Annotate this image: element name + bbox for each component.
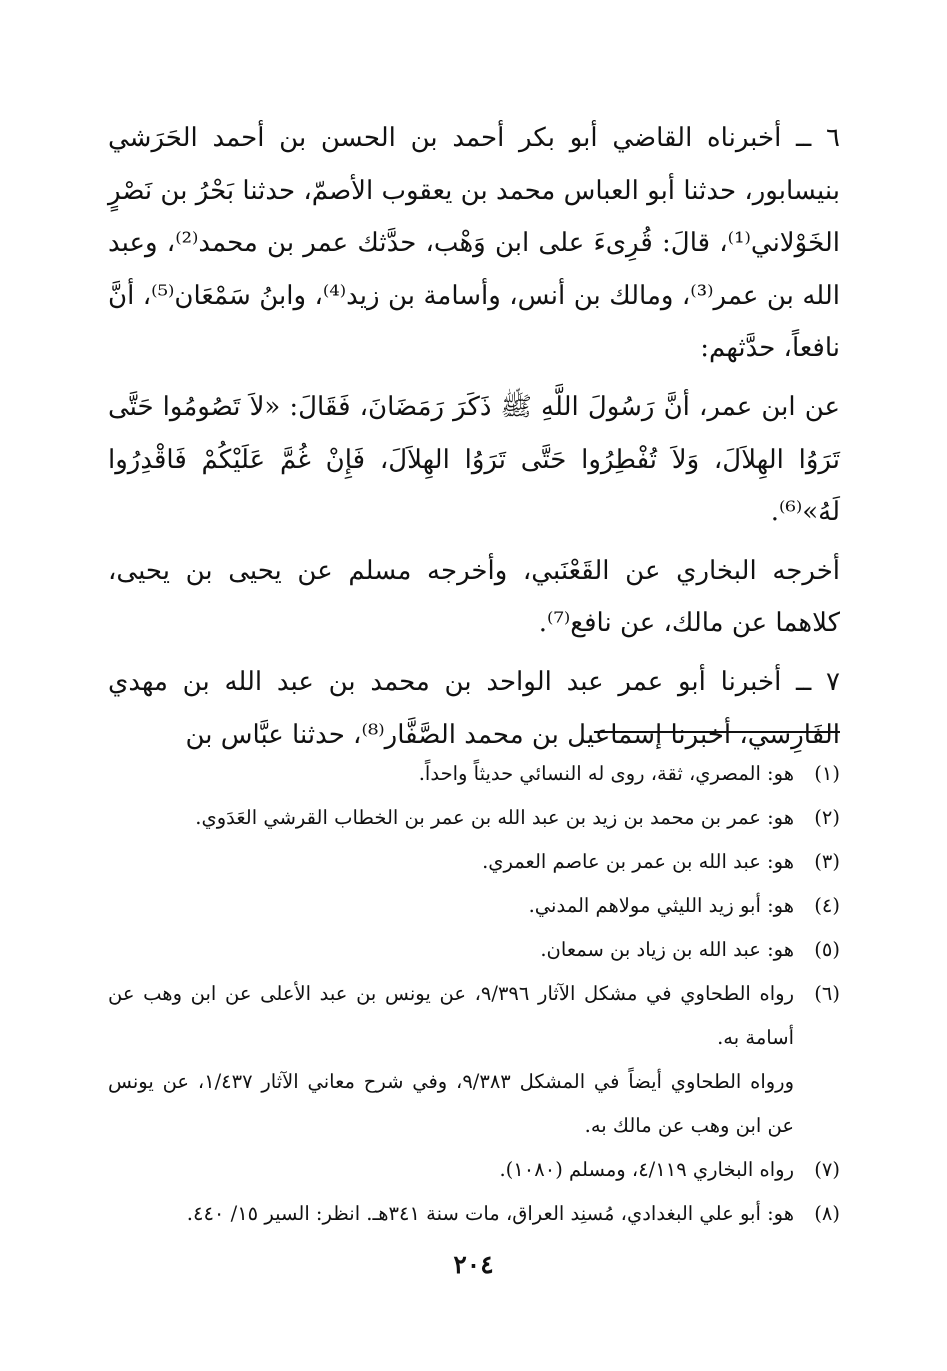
footnotes — [108, 752, 840, 1236]
footnote-5 — [108, 928, 840, 972]
footnote-number: (٥) — [814, 938, 840, 961]
footnote-text: رواه البخاري ٤/١١٩، ومسلم (١٠٨٠). — [499, 1158, 794, 1181]
footnote-text: رواه الطحاوي في مشكل الآثار ٩/٣٩٦، عن يونس بن عبد الأعلى عن ابن وهب عن أسامة به. — [108, 982, 794, 1049]
footnote-text: هو: عبد الله بن زياد بن سمعان. — [540, 938, 794, 961]
footnote-number: (٦) — [814, 982, 840, 1005]
footnote-6-continuation: ورواه الطحاوي أيضاً في المشكل ٩/٣٨٣، وفي شرح معاني الآثار ١/٤٣٧، عن يونس عن ابن وهب عن مالك به. — [108, 1070, 794, 1137]
footnote-1 — [108, 752, 840, 796]
footnote-text: هو: أبو زيد الليثي مولاهم المدني. — [528, 894, 794, 917]
footnote-text: هو: عبد الله بن عمر بن عاصم العمري. — [482, 850, 794, 873]
footnote-text: هو: أبو علي البغدادي، مُسنِد العراق، مات سنة ٣٤١هـ. انظر: السير ١٥/ ٤٤٠. — [186, 1202, 794, 1225]
footnote-number: (٢) — [814, 806, 840, 829]
hadith-7-isnad: ٧ ــ أخبرنا أبو عمر عبد الواحد بن محمد بن عبد الله بن مهدي الفَارِسي، أخبرنا إسماعيل بن محمد الصَّفَّار⁽⁸⁾، حدثنا عبَّاس بن — [108, 666, 840, 750]
footnote-4 — [108, 884, 840, 928]
footnote-number: (١) — [814, 762, 840, 785]
footnote-number: (٤) — [814, 894, 840, 917]
footnote-7 — [108, 1148, 840, 1192]
footnote-separator — [594, 731, 840, 733]
footnote-text: هو: عمر بن محمد بن زيد بن عبد الله بن عمر بن الخطاب القرشي العَدَوي. — [195, 806, 794, 829]
main-text — [108, 112, 840, 767]
hadith-6-matn: عن ابن عمر، أنَّ رَسُولَ اللَّهِ ﷺ ذَكَرَ رَمَضَانَ، فَقَالَ: «لاَ تَصُومُوا حَتَّى تَرَوُا الهِلاَلَ، وَلاَ تُفْطِرُوا حَتَّى تَرَوُا الهِلاَلَ، فَإِنْ غُمَّ عَلَيْكُمْ فَاقْدِرُوا لَهُ»⁽⁶⁾. — [108, 391, 840, 528]
footnote-6 — [108, 972, 840, 1060]
footnote-number: (٨) — [814, 1202, 840, 1225]
footnote-number: (٧) — [814, 1158, 840, 1181]
footnote-3 — [108, 840, 840, 884]
hadith-6-isnad: ٦ ــ أخبرناه القاضي أبو بكر أحمد بن الحسن بن أحمد الحَرَشي بنيسابور، حدثنا أبو العباس محمد بن يعقوب الأصمّ، حدثنا بَحْرُ بن نَصْرٍ الخَوْلاني⁽¹⁾، قالَ: قُرِىءَ على ابن وَهْب، حدَّثك عمر بن محمد⁽²⁾، وعبد الله بن عمر⁽³⁾، ومالك بن أنس، وأسامة بن زيد⁽⁴⁾، وابنُ سَمْعَان⁽⁵⁾، أنَّ نافعاً، حدَّثهم: — [108, 123, 841, 364]
takhrij-paragraph: أخرجه البخاري عن القَعْنَبي، وأخرجه مسلم عن يحيى بن يحيى، كلاهما عن مالك، عن نافع⁽⁷⁾. — [108, 555, 840, 639]
footnote-number: (٣) — [814, 850, 840, 873]
footnote-2 — [108, 796, 840, 840]
footnote-text: هو: المصري، ثقة، روى له النسائي حديثاً واحداً. — [418, 762, 794, 785]
page-number: ٢٠٤ — [453, 1250, 494, 1279]
footnote-8 — [108, 1192, 840, 1236]
